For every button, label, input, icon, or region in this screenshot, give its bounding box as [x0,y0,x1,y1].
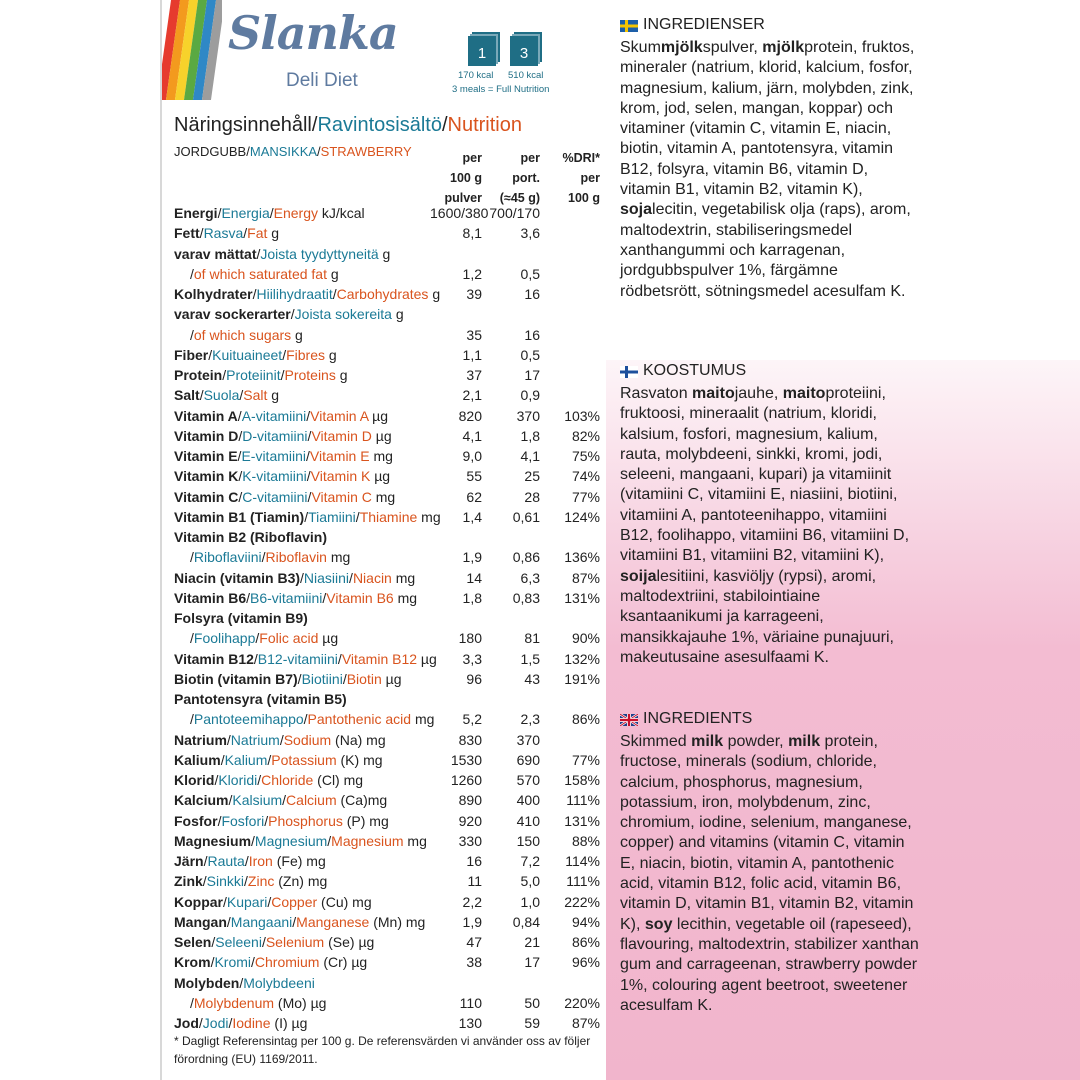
value-per-portion: 28 [524,488,540,505]
nutrient-label: Vitamin D/D-vitamiini/Vitamin D µg [174,427,392,444]
finnish-heading: KOOSTUMUS [620,362,746,380]
nutrition-row [174,244,604,264]
nutrient-label: Kalium/Kalium/Potassium (K) mg [174,751,383,768]
value-per-portion: 3,6 [520,225,540,242]
value-per-100g: 2,2 [462,893,482,910]
nutrient-label: Krom/Kromi/Chromium (Cr) µg [174,954,368,971]
value-dri: 103% [564,407,600,424]
footnote: * Dagligt Referensintag per 100 g. De referensvärden vi använder oss av följer förordning (EU) 1169/2011. [174,1034,591,1066]
nutrient-label: Kalcium/Kalsium/Calcium (Ca)mg [174,792,388,809]
value-per-100g: 8,1 [462,225,482,242]
left-divider-line [160,0,162,1080]
value-dri: 87% [571,569,600,586]
nutrient-label: /of which sugars g [190,326,303,343]
value-per-portion: 410 [516,812,540,829]
value-dri: 77% [571,488,600,505]
value-per-portion: 400 [516,792,540,809]
nutrient-label: Energi/Energia/Energy kJ/kcal [174,205,365,221]
value-dri: 77% [571,751,600,768]
value-per-100g: 35 [466,326,482,343]
nutrient-label: Koppar/Kupari/Copper (Cu) mg [174,893,372,910]
value-dri: 131% [564,589,600,606]
nutrient-label: Vitamin B1 (Tiamin)/Tiamiini/Thiamine mg [174,508,441,525]
column-header-per-portion: per port. (≈45 g) [499,151,540,205]
nutrient-label: Fosfor/Fosfori/Phosphorus (P) mg [174,812,389,829]
nutrient-label: varav mättat/Joista tyydyttyneitä g [174,245,391,262]
meal-kcal-one: 170 kcal [458,70,494,81]
value-dri: 96% [571,954,600,971]
value-per-100g: 1,9 [462,913,482,930]
nutrient-label: Fiber/Kuituaineet/Fibres g [174,346,337,363]
nutrient-label: Biotin (vitamin B7)/Biotiini/Biotin µg [174,670,402,687]
value-per-portion: 81 [524,630,540,647]
value-dri: 90% [571,630,600,647]
value-per-100g: 3,3 [462,650,482,667]
value-per-portion: 6,3 [520,569,540,586]
nutrient-label: Vitamin B6/B6-vitamiini/Vitamin B6 mg [174,589,418,606]
nutrient-label: /Pantoteemihappo/Pantothenic acid mg [190,711,435,728]
value-per-portion: 150 [516,832,540,849]
value-dri: 94% [571,913,600,930]
brand-color-stripes [162,0,222,100]
value-per-portion: 5,0 [520,873,540,890]
nutrient-label: Vitamin E/E-vitamiini/Vitamin E mg [174,448,393,464]
value-dri: 222% [564,893,600,910]
value-per-100g: 5,2 [462,711,482,728]
value-per-portion: 0,61 [512,508,540,525]
nutrition-row [174,608,604,628]
value-per-portion: 370 [516,731,540,748]
value-per-portion: 1,8 [520,427,540,444]
value-per-100g: 2,1 [462,387,482,404]
value-dri: 75% [571,448,600,464]
value-per-portion: 4,1 [520,448,540,464]
value-per-portion: 700/170 [489,205,540,221]
column-header-dri: %DRI* per 100 g [562,151,600,205]
swedish-heading: INGREDIENSER [620,16,765,34]
value-dri: 88% [571,832,600,849]
value-per-100g: 16 [466,853,482,869]
uk-flag-icon [620,713,638,725]
value-dri: 82% [571,427,600,444]
value-dri: 191% [564,670,600,687]
nutrient-label: Salt/Suola/Salt g [174,387,280,404]
value-dri: 86% [571,934,600,950]
value-per-100g: 1,1 [462,346,482,363]
nutrient-label: Molybden/Molybdeeni [174,974,315,991]
value-per-100g: 1260 [450,772,482,788]
value-per-portion: 1,0 [520,893,540,910]
nutrient-label: /Molybdenum (Mo) µg [190,994,327,1011]
value-per-portion: 370 [516,407,540,424]
nutrient-label: /of which saturated fat g [190,265,339,282]
value-dri: 111% [566,873,600,890]
nutrient-label: Järn/Rauta/Iron (Fe) mg [174,853,326,869]
value-per-100g: 1,2 [462,265,482,282]
meal-note: 3 meals = Full Nutrition [452,84,550,95]
value-per-100g: 4,1 [462,427,482,444]
value-per-portion: 16 [524,286,540,302]
value-per-portion: 0,5 [520,265,540,282]
nutrient-label: Vitamin A/A-vitamiini/Vitamin A µg [174,407,389,424]
nutrient-label: Magnesium/Magnesium/Magnesium mg [174,832,427,849]
value-dri: 124% [564,508,600,525]
value-per-portion: 0,83 [512,589,540,606]
value-per-100g: 130 [458,1015,482,1031]
value-per-portion: 7,2 [520,853,540,869]
nutrient-label: Vitamin K/K-vitamiini/Vitamin K µg [174,468,391,485]
nutrient-label: Selen/Seleeni/Selenium (Se) µg [174,934,375,950]
value-dri: 131% [564,812,600,829]
value-per-portion: 59 [524,1015,540,1031]
nutrition-row [174,304,604,324]
value-per-100g: 1530 [450,751,482,768]
nutrient-label: Zink/Sinkki/Zinc (Zn) mg [174,873,328,890]
value-per-100g: 38 [466,954,482,971]
value-per-portion: 21 [524,934,540,950]
value-dri: 132% [564,650,600,667]
swedish-ingredients: Skummjölkspulver, mjölkprotein, fruktos, mineraler (natrium, klorid, kalcium, fosfor, magnesium, kalium, järn, molybden, zink, krom, jod, selen, mangan, koppar) och vitaminer (vitamin C, vitamin E, niacin, biotin, vitamin A, pantotensyra, vitamin B12, folsyra, vitamin B6, vitamin D, vitamin B1, vitamin B2, vitamin K), sojalecitin, vegetabilisk olja (raps), arom, maltodextrin, stabiliseringsmedel xanthangummi och karragenan, jordgubbspulver 1%, färgämne rödbetsrött, sötningsmedel acesulfam K. [620,39,915,300]
value-dri: 87% [571,1015,600,1031]
value-per-100g: 920 [458,812,482,829]
nutrient-label: /Foolihapp/Folic acid µg [190,630,339,647]
nutrient-label: Folsyra (vitamin B9) [174,610,308,626]
value-per-100g: 37 [466,367,482,383]
brand-name: Slanka [228,6,398,60]
nutrient-label: Klorid/Kloridi/Chloride (Cl) mg [174,772,364,788]
value-dri: 220% [564,994,600,1011]
value-per-100g: 180 [458,630,482,647]
value-per-portion: 570 [516,772,540,788]
value-per-portion: 0,9 [520,387,540,404]
value-per-100g: 1600/380 [430,205,489,221]
three-meals-icon: 3 [510,36,538,66]
nutrient-label: Vitamin B12/B12-vitamiini/Vitamin B12 µg [174,650,437,667]
value-per-portion: 25 [524,468,540,485]
value-per-100g: 1,9 [462,549,482,566]
nutrient-label: Vitamin C/C-vitamiini/Vitamin C mg [174,488,396,505]
value-per-100g: 1,8 [462,589,482,606]
value-per-portion: 50 [524,994,540,1011]
meal-kcal-three: 510 kcal [508,70,544,81]
value-per-portion: 0,84 [512,913,540,930]
nutrient-label: Niacin (vitamin B3)/Niasiini/Niacin mg [174,569,416,586]
value-dri: 158% [564,772,600,788]
value-dri: 114% [565,853,600,869]
value-per-100g: 890 [458,792,482,809]
value-dri: 136% [564,549,600,566]
value-per-100g: 14 [466,569,482,586]
value-dri: 74% [571,468,600,485]
value-per-100g: 330 [458,832,482,849]
value-per-portion: 0,86 [512,549,540,566]
value-per-100g: 62 [466,488,482,505]
value-per-portion: 17 [524,954,540,971]
nutrition-row [174,527,604,547]
english-heading: INGREDIENTS [620,710,752,728]
value-per-100g: 47 [466,934,482,950]
one-meal-icon: 1 [468,36,496,66]
nutrient-label: Kolhydrater/Hiilihydraatit/Carbohydrates g [174,286,441,302]
nutrient-label: /Riboflaviini/Riboflavin mg [190,549,351,566]
column-header-per-100g: per 100 g pulver [444,151,482,205]
nutrient-label: Protein/Proteiinit/Proteins g [174,367,348,383]
value-per-100g: 11 [467,873,482,890]
value-per-portion: 16 [524,326,540,343]
nutrition-title: Näringsinnehåll/Ravintosisältö/Nutrition [174,114,522,136]
value-per-portion: 0,5 [520,346,540,363]
nutrition-row [174,973,604,993]
value-per-100g: 55 [466,468,482,485]
brand-logo [228,6,398,91]
value-per-portion: 690 [516,751,540,768]
nutrient-label: varav sockerarter/Joista sokereita g [174,306,404,323]
value-per-100g: 820 [458,407,482,424]
nutrient-label: Vitamin B2 (Riboflavin) [174,529,327,545]
value-per-portion: 1,5 [520,650,540,667]
flavour-label: JORDGUBB/MANSIKKA/STRAWBERRY [174,144,412,159]
value-dri: 111% [566,792,600,809]
english-ingredients: Skimmed milk powder, milk protein, fructose, minerals (sodium, chloride, calcium, phosphorus, magnesium, potassium, iron, molybdenum, zinc, chromium, iodine, selenium, manganese, copper) and vitamins (vitamin C, vitamin E, niacin, biotin, vitamin A, pantothenic acid, vitamin B12, folic acid, vitamin B6, vitamin D, vitamin B1, vitamin B2, vitamin K), soy lecithin, vegetable oil (rapeseed), flavouring, maltodextrin, stabilizer xanthan gum and carrageenan, strawberry powder 1%, colouring agent beetroot, sweetener acesulfam K. [620,733,919,1014]
finland-flag-icon [620,365,638,377]
nutrient-label: Natrium/Natrium/Sodium (Na) mg [174,731,386,748]
sweden-flag-icon [620,19,638,31]
value-per-100g: 830 [458,731,482,748]
finnish-ingredients: Rasvaton maitojauhe, maitoproteiini, fruktoosi, mineraalit (natrium, kloridi, kalsium, fosfori, magnesium, kalium, rauta, molybdeeni, sinkki, kromi, jodi, seleeni, mangaani, kupari) ja vitamiinit (vitamiini C, vitamiini E, niasiini, biotiini, vitamiini A, pantoteenihappo, vitamiini B12, foolihappo, vitamiini B6, vitamiini D, vitamiini B1, vitamiini B2, vitamiini K), soijalesitiini, kasviöljy (rypsi), aromi, maltodextriini, stabilointiaine ksantaanikumi ja karrageeni, mansikkajauhe 1%, väriaine punajuuri, makeutusaine asesulfaami K. [620,385,910,666]
value-per-100g: 1,4 [462,508,482,525]
value-dri: 86% [571,711,600,728]
value-per-100g: 110 [459,994,482,1011]
value-per-100g: 96 [466,670,482,687]
nutrient-label: Pantotensyra (vitamin B5) [174,691,347,707]
value-per-100g: 39 [466,286,482,302]
value-per-portion: 17 [524,367,540,383]
nutrient-label: Jod/Jodi/Iodine (I) µg [174,1015,308,1031]
brand-subtitle: Deli Diet [286,70,358,91]
value-per-portion: 2,3 [520,711,540,728]
value-per-100g: 9,0 [462,448,482,464]
value-per-portion: 43 [524,670,540,687]
nutrient-label: Fett/Rasva/Fat g [174,225,280,242]
nutrient-label: Mangan/Mangaani/Manganese (Mn) mg [174,913,426,930]
nutrition-row [174,689,604,709]
